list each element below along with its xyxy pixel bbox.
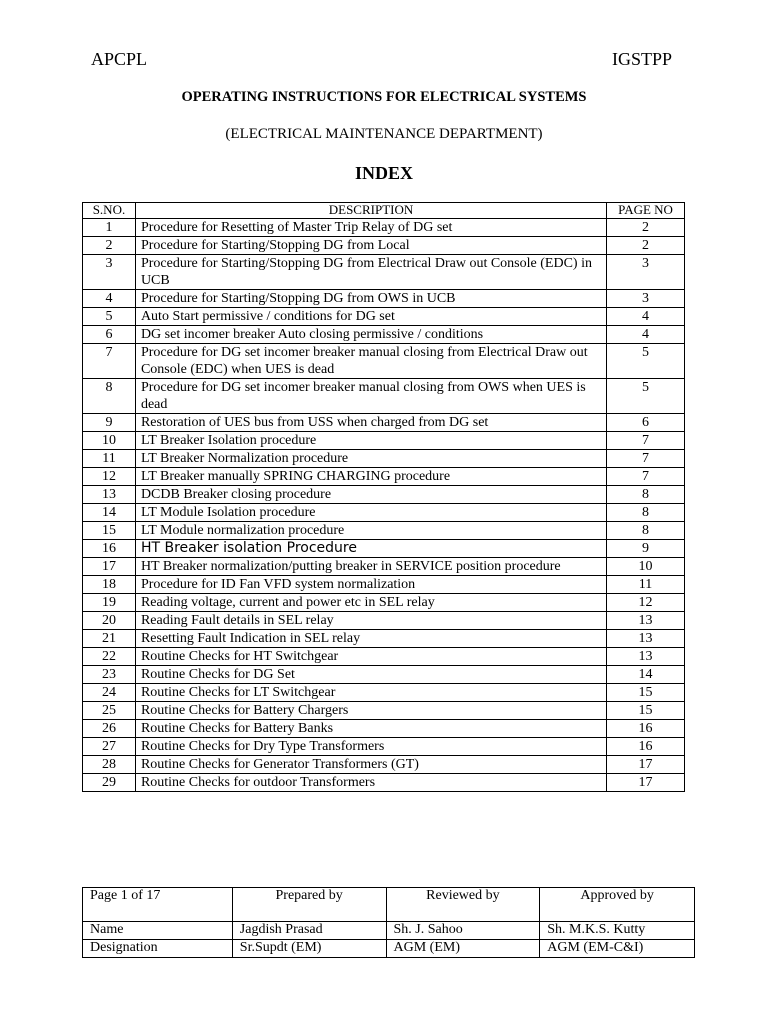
index-row bbox=[83, 219, 685, 237]
prepared-name: Jagdish Prasad bbox=[232, 922, 386, 940]
row-description: Routine Checks for DG Set bbox=[135, 666, 606, 684]
row-sno: 27 bbox=[83, 738, 136, 756]
index-row bbox=[83, 326, 685, 344]
page-number: Page 1 of 17 bbox=[83, 888, 233, 922]
index-row bbox=[83, 684, 685, 702]
row-page-number: 11 bbox=[607, 576, 685, 594]
index-row bbox=[83, 540, 685, 558]
row-page-number: 16 bbox=[607, 738, 685, 756]
row-page-number: 4 bbox=[607, 308, 685, 326]
row-sno: 25 bbox=[83, 702, 136, 720]
row-sno: 16 bbox=[83, 540, 136, 558]
row-page-number: 7 bbox=[607, 450, 685, 468]
row-description: Routine Checks for Dry Type Transformers bbox=[135, 738, 606, 756]
row-page-number: 5 bbox=[607, 379, 685, 414]
index-header-row bbox=[83, 203, 685, 219]
prepared-by-label: Prepared by bbox=[232, 888, 386, 922]
row-page-number: 14 bbox=[607, 666, 685, 684]
row-page-number: 9 bbox=[607, 540, 685, 558]
row-sno: 22 bbox=[83, 648, 136, 666]
reviewed-designation: AGM (EM) bbox=[386, 940, 540, 958]
row-description: LT Module Isolation procedure bbox=[135, 504, 606, 522]
row-sno: 20 bbox=[83, 612, 136, 630]
row-description: DCDB Breaker closing procedure bbox=[135, 486, 606, 504]
approval-header-row bbox=[83, 888, 695, 922]
index-row bbox=[83, 558, 685, 576]
row-page-number: 8 bbox=[607, 522, 685, 540]
row-page-number: 13 bbox=[607, 648, 685, 666]
row-page-number: 7 bbox=[607, 432, 685, 450]
row-sno: 23 bbox=[83, 666, 136, 684]
row-page-number: 13 bbox=[607, 612, 685, 630]
index-row bbox=[83, 450, 685, 468]
row-sno: 12 bbox=[83, 468, 136, 486]
row-page-number: 2 bbox=[607, 219, 685, 237]
row-description: Auto Start permissive / conditions for DG set bbox=[135, 308, 606, 326]
row-page-number: 3 bbox=[607, 255, 685, 290]
row-sno: 21 bbox=[83, 630, 136, 648]
row-description: LT Breaker manually SPRING CHARGING procedure bbox=[135, 468, 606, 486]
row-description: Routine Checks for LT Switchgear bbox=[135, 684, 606, 702]
index-heading: INDEX bbox=[354, 163, 413, 183]
row-page-number: 8 bbox=[607, 486, 685, 504]
row-sno: 18 bbox=[83, 576, 136, 594]
row-description: Routine Checks for HT Switchgear bbox=[135, 648, 606, 666]
row-description: HT Breaker isolation Procedure bbox=[135, 540, 606, 558]
row-sno: 6 bbox=[83, 326, 136, 344]
row-page-number: 17 bbox=[607, 774, 685, 792]
document-subtitle: (ELECTRICAL MAINTENANCE DEPARTMENT) bbox=[225, 126, 543, 142]
row-description: Reading Fault details in SEL relay bbox=[135, 612, 606, 630]
index-row bbox=[83, 648, 685, 666]
column-header-description: DESCRIPTION bbox=[135, 203, 606, 219]
row-description: Reading voltage, current and power etc in SEL relay bbox=[135, 594, 606, 612]
row-page-number: 13 bbox=[607, 630, 685, 648]
row-sno: 17 bbox=[83, 558, 136, 576]
approval-name-row bbox=[83, 922, 695, 940]
row-sno: 8 bbox=[83, 379, 136, 414]
index-row bbox=[83, 756, 685, 774]
row-description: LT Breaker Normalization procedure bbox=[135, 450, 606, 468]
column-header-sno: S.NO. bbox=[83, 203, 136, 219]
index-table bbox=[82, 202, 685, 792]
row-description: Resetting Fault Indication in SEL relay bbox=[135, 630, 606, 648]
row-sno: 26 bbox=[83, 720, 136, 738]
row-description: Procedure for Resetting of Master Trip Relay of DG set bbox=[135, 219, 606, 237]
index-row bbox=[83, 576, 685, 594]
row-page-number: 8 bbox=[607, 504, 685, 522]
row-page-number: 16 bbox=[607, 720, 685, 738]
row-description: HT Breaker normalization/putting breaker in SERVICE position procedure bbox=[135, 558, 606, 576]
row-description: Procedure for DG set incomer breaker manual closing from OWS when UES is dead bbox=[135, 379, 606, 414]
index-row bbox=[83, 344, 685, 379]
designation-label: Designation bbox=[83, 940, 233, 958]
row-page-number: 7 bbox=[607, 468, 685, 486]
row-page-number: 15 bbox=[607, 684, 685, 702]
row-description: Procedure for DG set incomer breaker manual closing from Electrical Draw out Console (EDC) when UES is dead bbox=[135, 344, 606, 379]
index-row bbox=[83, 720, 685, 738]
row-description: Routine Checks for Generator Transformers (GT) bbox=[135, 756, 606, 774]
index-row bbox=[83, 504, 685, 522]
row-page-number: 17 bbox=[607, 756, 685, 774]
index-row bbox=[83, 666, 685, 684]
index-row bbox=[83, 308, 685, 326]
row-description: DG set incomer breaker Auto closing permissive / conditions bbox=[135, 326, 606, 344]
row-sno: 11 bbox=[83, 450, 136, 468]
approved-designation: AGM (EM-C&I) bbox=[540, 940, 695, 958]
index-body bbox=[83, 219, 685, 792]
row-page-number: 6 bbox=[607, 414, 685, 432]
approved-by-label: Approved by bbox=[540, 888, 695, 922]
row-description: Restoration of UES bus from USS when charged from DG set bbox=[135, 414, 606, 432]
row-page-number: 10 bbox=[607, 558, 685, 576]
row-description: Procedure for ID Fan VFD system normalization bbox=[135, 576, 606, 594]
row-sno: 15 bbox=[83, 522, 136, 540]
column-header-page: PAGE NO bbox=[607, 203, 685, 219]
row-sno: 7 bbox=[83, 344, 136, 379]
row-sno: 4 bbox=[83, 290, 136, 308]
approval-table bbox=[82, 887, 695, 958]
index-row bbox=[83, 774, 685, 792]
row-sno: 10 bbox=[83, 432, 136, 450]
row-description: Routine Checks for Battery Banks bbox=[135, 720, 606, 738]
reviewed-by-label: Reviewed by bbox=[386, 888, 540, 922]
row-sno: 19 bbox=[83, 594, 136, 612]
index-row bbox=[83, 290, 685, 308]
row-description: Routine Checks for Battery Chargers bbox=[135, 702, 606, 720]
row-sno: 29 bbox=[83, 774, 136, 792]
row-sno: 1 bbox=[83, 219, 136, 237]
row-page-number: 5 bbox=[607, 344, 685, 379]
index-row bbox=[83, 630, 685, 648]
index-row bbox=[83, 594, 685, 612]
approved-name: Sh. M.K.S. Kutty bbox=[540, 922, 695, 940]
prepared-designation: Sr.Supdt (EM) bbox=[232, 940, 386, 958]
index-row bbox=[83, 414, 685, 432]
row-description: LT Breaker Isolation procedure bbox=[135, 432, 606, 450]
row-sno: 9 bbox=[83, 414, 136, 432]
name-label: Name bbox=[83, 922, 233, 940]
row-page-number: 2 bbox=[607, 237, 685, 255]
row-page-number: 3 bbox=[607, 290, 685, 308]
row-sno: 3 bbox=[83, 255, 136, 290]
index-row bbox=[83, 432, 685, 450]
document-title: OPERATING INSTRUCTIONS FOR ELECTRICAL SYSTEMS bbox=[181, 89, 587, 105]
row-sno: 24 bbox=[83, 684, 136, 702]
row-sno: 28 bbox=[83, 756, 136, 774]
reviewed-name: Sh. J. Sahoo bbox=[386, 922, 540, 940]
row-description: LT Module normalization procedure bbox=[135, 522, 606, 540]
index-row bbox=[83, 237, 685, 255]
row-page-number: 12 bbox=[607, 594, 685, 612]
row-page-number: 4 bbox=[607, 326, 685, 344]
header-company: APCPL bbox=[91, 49, 148, 69]
row-description: Routine Checks for outdoor Transformers bbox=[135, 774, 606, 792]
row-description: Procedure for Starting/Stopping DG from Electrical Draw out Console (EDC) in UCB bbox=[135, 255, 606, 290]
row-sno: 2 bbox=[83, 237, 136, 255]
row-sno: 5 bbox=[83, 308, 136, 326]
index-row bbox=[83, 255, 685, 290]
row-sno: 14 bbox=[83, 504, 136, 522]
index-row bbox=[83, 522, 685, 540]
row-description: Procedure for Starting/Stopping DG from Local bbox=[135, 237, 606, 255]
index-row bbox=[83, 702, 685, 720]
header-plant: IGSTPP bbox=[612, 49, 673, 69]
index-row bbox=[83, 612, 685, 630]
index-row bbox=[83, 379, 685, 414]
index-row bbox=[83, 468, 685, 486]
approval-designation-row bbox=[83, 940, 695, 958]
index-row bbox=[83, 486, 685, 504]
row-page-number: 15 bbox=[607, 702, 685, 720]
row-sno: 13 bbox=[83, 486, 136, 504]
index-row bbox=[83, 738, 685, 756]
row-description: Procedure for Starting/Stopping DG from OWS in UCB bbox=[135, 290, 606, 308]
